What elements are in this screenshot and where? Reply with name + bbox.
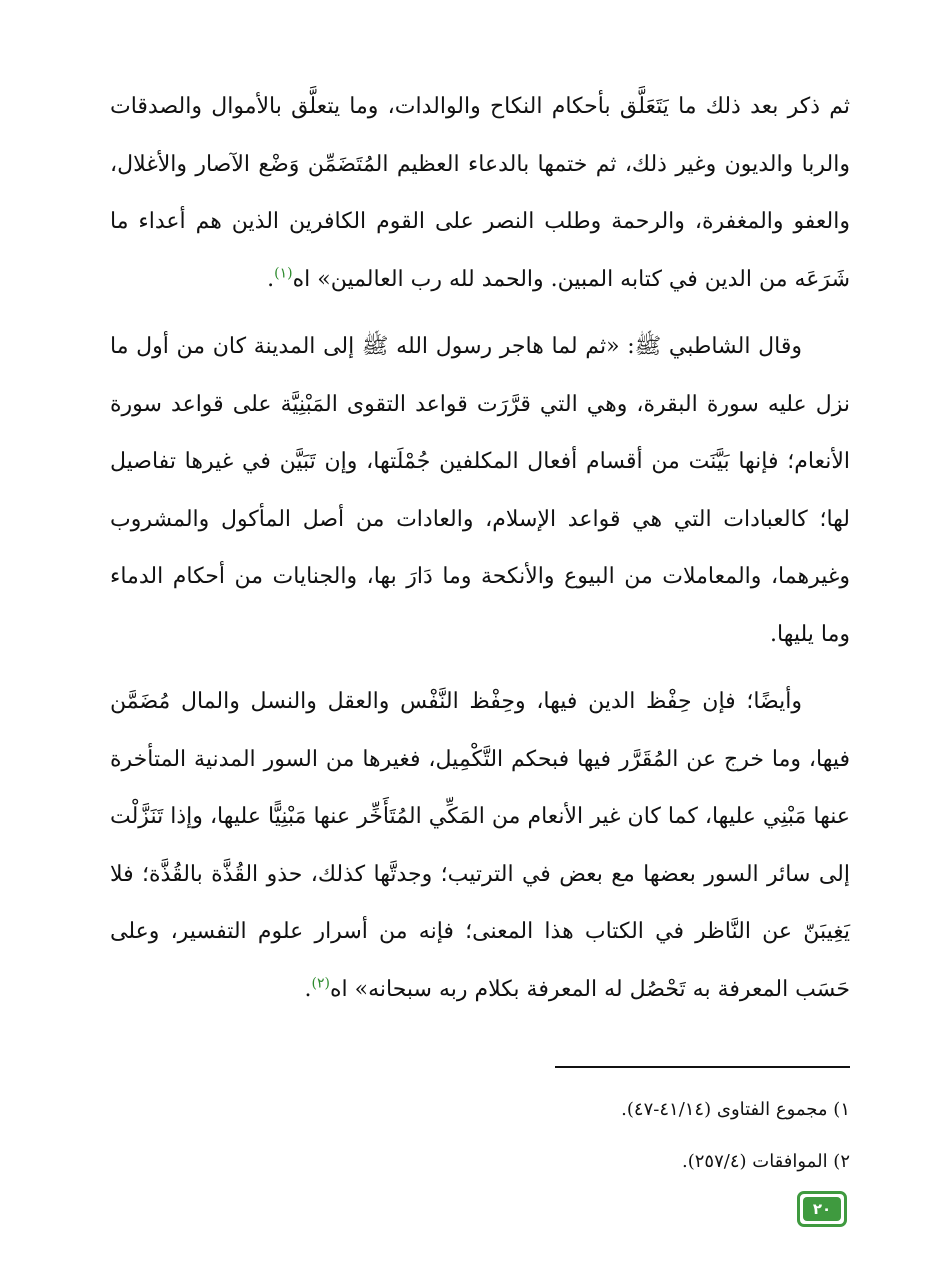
footnote-divider bbox=[555, 1066, 850, 1068]
paragraph-1-text: ثم ذكر بعد ذلك ما يَتَعَلَّق بأحكام النكاح والوالدات، وما يتعلَّق بالأموال والصدقات والربا والديون وغير ذلك، ثم ختمها بالدعاء العظيم المُتَضَمِّن وَضْع الآصار والأغلال، والعفو والمغفرة، والرحمة وطلب النصر على القوم الكافرين الذين هم أعداء ما شَرَعَه من الدين في كتابه المبين. والحمد لله رب العالمين» اه bbox=[110, 94, 850, 292]
paragraph-2-text: وقال الشاطبي ﷺ: «ثم لما هاجر رسول الله ﷺ إلى المدينة كان من أول ما نزل عليه سورة البقرة، وهي التي قرَّرَت قواعد التقوى المَبْنِيَّة على قواعد سورة الأنعام؛ فإنها بَيَّنَت من أقسام أفعال المكلفين جُمْلَتها، وإن تَبَيَّن في غيرها تفاصيل لها؛ كالعبادات التي هي قواعد الإسلام، والعادات من أصل المأكول والمشروب وغيرهما، والمعاملات من البيوع والأنكحة وما دَارَ بها، والجنايات من أحكام الدماء وما يليها. bbox=[110, 334, 850, 647]
paragraph-2 bbox=[110, 318, 850, 663]
paragraph-1 bbox=[110, 78, 850, 308]
paragraph-3 bbox=[110, 673, 850, 1018]
page-number: ٢٠ bbox=[803, 1197, 841, 1221]
paragraph-3-text: وأيضًا؛ فإن حِفْظ الدين فيها، وحِفْظ النَّفْس والعقل والنسل والمال مُضَمَّن فيها، وما خرج عن المُقَرَّر فيها فبحكم التَّكْمِيل، فغيرها من السور المدنية المتأخرة عنها مَبْنِي عليها، كما كان غير الأنعام من المَكِّي المُتَأَخِّر عنها مَبْنِيًّا عليها، وإذا تَنَزَّلْت إلى سائر السور بعضها مع بعض في الترتيب؛ وجدتَّها كذلك، حذو القُذَّة بالقُذَّة؛ فلا يَغِيبَنّ عن النَّاظر في الكتاب هذا المعنى؛ فإنه من أسرار علوم التفسير، وعلى حَسَب المعرفة به تَحْصُل له المعرفة بكلام ربه سبحانه» اه bbox=[110, 689, 850, 1002]
footnote-1: ١) مجموع الفتاوى (٤١/١٤-٤٧). bbox=[621, 1099, 850, 1120]
footnotes bbox=[110, 1084, 850, 1188]
paragraph-1-tail: . bbox=[267, 266, 275, 292]
footnote-ref-1[interactable]: (١) bbox=[274, 265, 293, 282]
paragraph-3-tail: . bbox=[304, 976, 312, 1002]
document-body bbox=[110, 78, 850, 1018]
footnote-2: ٢) الموافقات (٢٥٧/٤). bbox=[682, 1151, 850, 1172]
page-number-badge bbox=[797, 1191, 847, 1227]
footnote-ref-2[interactable]: (٢) bbox=[311, 975, 330, 992]
